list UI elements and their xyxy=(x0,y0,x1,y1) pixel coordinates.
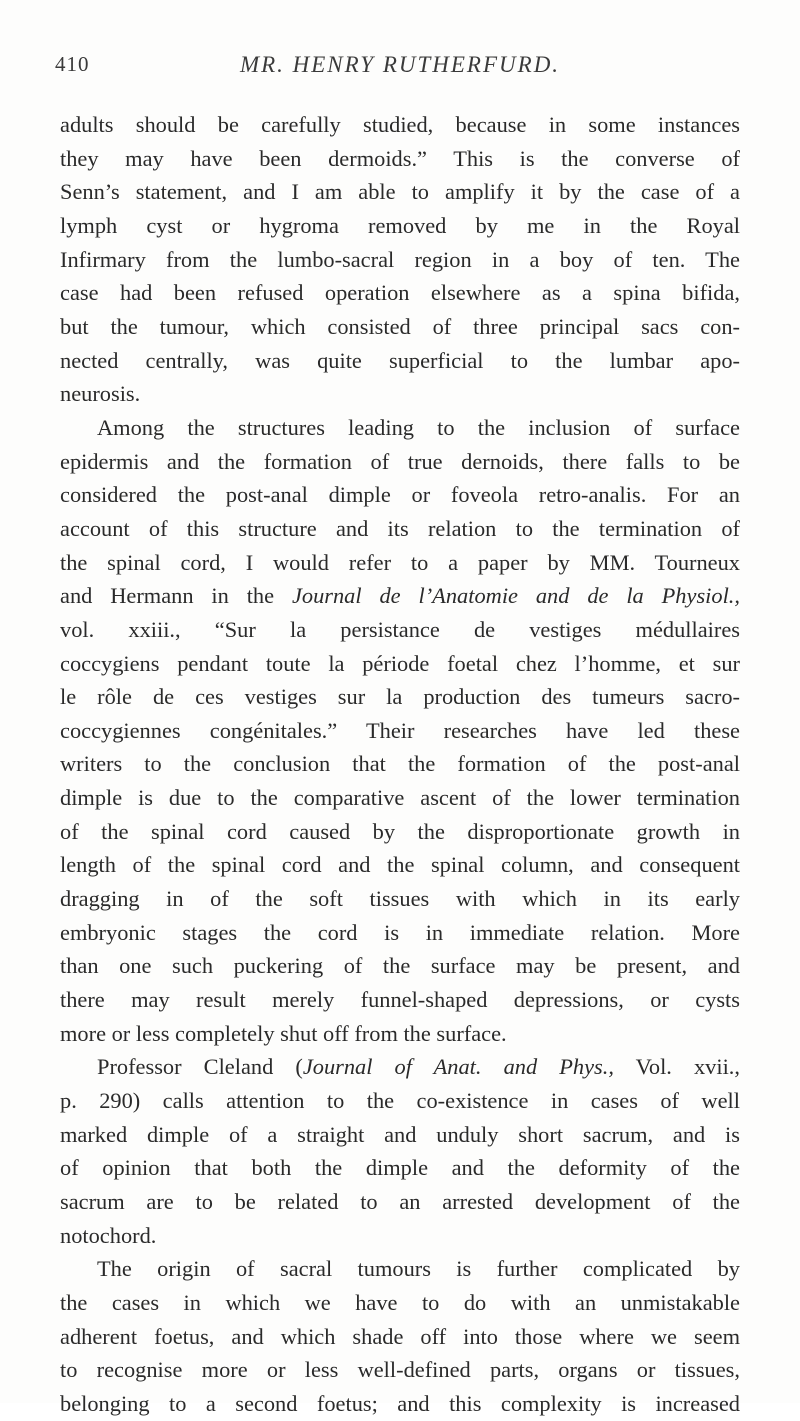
text-line-with-journal xyxy=(60,579,740,613)
text-line: lymph cyst or hygroma removed by me in the Royal xyxy=(60,212,740,238)
text-fragment: and Hermann in the xyxy=(60,583,292,609)
text-line: dragging in of the soft tissues with which in its early xyxy=(60,886,740,912)
text-line: coccygiens pendant toute la période foetal chez l’homme, et sur xyxy=(60,650,740,676)
text-line: neurosis. xyxy=(60,381,141,407)
text-line: case had been refused operation elsewhere as a spina bifida, xyxy=(60,280,740,306)
text-line: length of the spinal cord and the spinal column, and consequent xyxy=(60,852,740,878)
page-header xyxy=(55,52,745,92)
text-line: writers to the conclusion that the formation of the post-anal xyxy=(60,751,740,777)
text-line: sacrum are to be related to an arrested development of the xyxy=(60,1189,740,1214)
text-line: there may result merely funnel-shaped depressions, or cysts xyxy=(60,987,740,1013)
text-line: nected centrally, was quite superficial to the lumbar apo- xyxy=(60,347,740,373)
text-line: the spinal cord, I would refer to a paper by MM. Tourneux xyxy=(60,549,740,575)
text-line: more or less completely shut off from the surface. xyxy=(60,1020,507,1046)
page-number: 410 xyxy=(55,52,90,76)
text-line: belonging to a second foetus; and this complexity is increased xyxy=(60,1390,740,1416)
text-line: of opinion that both the dimple and the deformity of the xyxy=(60,1155,740,1181)
text-line: Senn’s statement, and I am able to amplify it by the case of a xyxy=(60,179,740,205)
paragraph-4 xyxy=(60,1252,740,1420)
text-line: they may have been dermoids.” This is the converse of xyxy=(60,145,740,171)
text-line: vol. xxiii., “Sur la persistance de vestiges médullaires xyxy=(60,616,740,642)
paragraph-3 xyxy=(60,1050,740,1252)
text-line: dimple is due to the comparative ascent of the lower termination xyxy=(60,785,740,811)
text-line: le rôle de ces vestiges sur la production des tumeurs sacro- xyxy=(60,684,740,710)
text-line: Among the structures leading to the inclusion of surface xyxy=(97,414,740,440)
text-line: to recognise more or less well-defined parts, organs or tissues, xyxy=(60,1357,740,1383)
running-head: MR. HENRY RUTHERFURD. xyxy=(239,52,561,77)
text-line: adherent foetus, and which shade off into those where we seem xyxy=(60,1323,740,1349)
text-line: of the spinal cord caused by the disproportionate growth in xyxy=(60,818,740,844)
paragraph-2 xyxy=(60,411,740,1050)
text-fragment: Vol. xvii., xyxy=(613,1054,740,1080)
text-line: than one such puckering of the surface may be present, and xyxy=(60,953,740,979)
paragraph-1 xyxy=(60,108,740,411)
text-line: The origin of sacral tumours is further complicated by xyxy=(97,1256,740,1282)
text-line: notochord. xyxy=(60,1222,157,1248)
text-line: Infirmary from the lumbo-sacral region in a boy of ten. The xyxy=(60,246,740,272)
text-line: p. 290) calls attention to the co-existence in cases of well xyxy=(60,1088,740,1114)
journal-title: Journal of Anat. and Phys., xyxy=(302,1054,614,1080)
text-fragment: Professor Cleland ( xyxy=(97,1054,303,1080)
text-line: embryonic stages the cord is in immediate relation. More xyxy=(60,919,740,945)
journal-title: Journal de l’Anatomie and de la Physiol., xyxy=(291,583,740,609)
text-line: marked dimple of a straight and unduly short sacrum, and is xyxy=(60,1121,740,1147)
text-line: but the tumour, which consisted of three principal sacs con- xyxy=(60,313,740,339)
text-line-with-journal xyxy=(60,1050,740,1084)
text-line: the cases in which we have to do with an unmistakable xyxy=(60,1289,740,1315)
text-line: coccygiennes congénitales.” Their researches have led these xyxy=(60,717,740,743)
text-line: adults should be carefully studied, because in some instances xyxy=(60,112,740,137)
text-line: epidermis and the formation of true dernoids, there falls to be xyxy=(60,448,740,474)
text-line: considered the post-anal dimple or foveola retro-analis. For an xyxy=(60,482,740,508)
body-text xyxy=(60,108,740,1421)
text-line: account of this structure and its relation to the termination of xyxy=(60,515,740,541)
